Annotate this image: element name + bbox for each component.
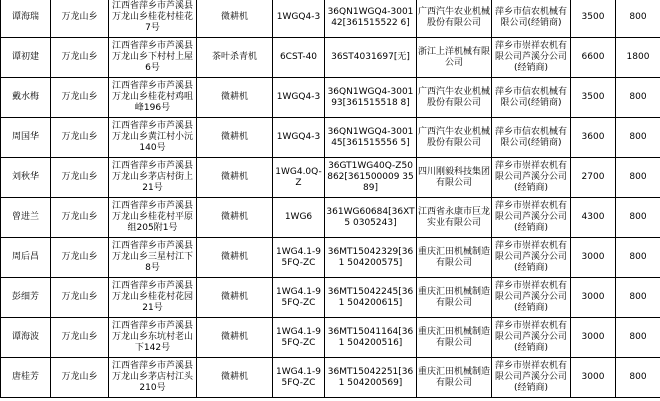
table-row	[1, 238, 660, 278]
buyer-name-cell: 戴水梅	[1, 78, 51, 118]
machine-type-cell: 微耕机	[197, 118, 273, 158]
machine-type-cell: 微耕机	[197, 78, 273, 118]
subsidy-cell: 800	[616, 278, 660, 318]
buyer-name-cell: 曾进兰	[1, 198, 51, 238]
serial-number-cell: 36MT15042251[361 504200569]	[325, 358, 417, 398]
manufacturer-cell: 广西汽牛农业机械股份有限公司	[417, 118, 492, 158]
dealer-cell: 萍乡市崇祥农机有限公司芦溪分公司(经销商)	[492, 38, 571, 78]
dealer-cell: 萍乡市信农机械有限公司(经销商)	[492, 118, 571, 158]
machine-type-cell: 微耕机	[197, 238, 273, 278]
dealer-cell: 萍乡市信农机械有限公司(经销商)	[492, 78, 571, 118]
town-cell: 万龙山乡	[51, 358, 109, 398]
buyer-name-cell: 彭细芳	[1, 278, 51, 318]
table-row	[1, 158, 660, 198]
price-cell: 4300	[571, 198, 616, 238]
table-row	[1, 198, 660, 238]
model-cell: 1WG4.1-95FQ-ZC	[273, 318, 325, 358]
dealer-cell: 萍乡市崇祥农机有限公司芦溪分公司(经销商)	[492, 278, 571, 318]
subsidy-cell: 1800	[616, 38, 660, 78]
town-cell: 万龙山乡	[51, 38, 109, 78]
manufacturer-cell: 江西省永康市巨龙实业有限公司	[417, 198, 492, 238]
manufacturer-cell: 四川刚毅科技集团有限公司	[417, 158, 492, 198]
manufacturer-cell: 浙江上洋机械有限公司	[417, 38, 492, 78]
table-row	[1, 358, 660, 398]
table-row	[1, 318, 660, 358]
buyer-name-cell: 周国华	[1, 118, 51, 158]
model-cell: 1WG4.1-95FQ-ZC	[273, 358, 325, 398]
manufacturer-cell: 重庆汇田机械制造有限公司	[417, 318, 492, 358]
town-cell: 万龙山乡	[51, 318, 109, 358]
model-cell: 1WGQ4-3	[273, 0, 325, 38]
subsidy-cell: 800	[616, 158, 660, 198]
dealer-cell: 萍乡市崇祥农机有限公司芦溪分公司(经销商)	[492, 318, 571, 358]
address-cell: 江西省萍乡市芦溪县万龙山乡下村村上屋6号	[109, 38, 197, 78]
town-cell: 万龙山乡	[51, 78, 109, 118]
serial-number-cell: 36MT15042245[361 504200615]	[325, 278, 417, 318]
model-cell: 1WGQ4-3	[273, 118, 325, 158]
table-row	[1, 278, 660, 318]
buyer-name-cell: 谭初建	[1, 38, 51, 78]
buyer-name-cell: 刘秋华	[1, 158, 51, 198]
address-cell: 江西省萍乡市芦溪县万龙山乡东坑村老山下142号	[109, 318, 197, 358]
table-row	[1, 78, 660, 118]
address-cell: 江西省萍乡市芦溪县万龙山乡茅店村江头210号	[109, 358, 197, 398]
price-cell: 3500	[571, 78, 616, 118]
serial-number-cell: 36ST4031697[无]	[325, 38, 417, 78]
serial-number-cell: 36GT1WG40Q-Z50862[361500009 3589]	[325, 158, 417, 198]
model-cell: 1WG4.1-95FQ-ZC	[273, 278, 325, 318]
table-row	[1, 118, 660, 158]
dealer-cell: 萍乡市崇祥农机有限公司芦溪分公司(经销商)	[492, 158, 571, 198]
model-cell: 1WGQ4-3	[273, 78, 325, 118]
address-cell: 江西省萍乡市芦溪县万龙山乡茅店村街上21号	[109, 158, 197, 198]
address-cell: 江西省萍乡市芦溪县万龙山乡桂花村桂花7号	[109, 0, 197, 38]
subsidy-cell: 800	[616, 118, 660, 158]
machine-type-cell: 茶叶杀青机	[197, 38, 273, 78]
manufacturer-cell: 重庆汇田机械制造有限公司	[417, 238, 492, 278]
town-cell: 万龙山乡	[51, 0, 109, 38]
town-cell: 万龙山乡	[51, 278, 109, 318]
model-cell: 1WG4.0Q-Z	[273, 158, 325, 198]
price-cell: 3000	[571, 278, 616, 318]
machine-type-cell: 微耕机	[197, 158, 273, 198]
manufacturer-cell: 重庆汇田机械制造有限公司	[417, 358, 492, 398]
model-cell: 1WG4.1-95FQ-ZC	[273, 238, 325, 278]
dealer-cell: 萍乡市崇祥农机有限公司芦溪分公司(经销商)	[492, 358, 571, 398]
town-cell: 万龙山乡	[51, 198, 109, 238]
serial-number-cell: 36QN1WGQ4-300193[361515518 8]	[325, 78, 417, 118]
buyer-name-cell: 谭海波	[1, 318, 51, 358]
price-cell: 3600	[571, 118, 616, 158]
buyer-name-cell: 周后昌	[1, 238, 51, 278]
price-cell: 3500	[571, 0, 616, 38]
machine-type-cell: 微耕机	[197, 198, 273, 238]
dealer-cell: 萍乡市崇祥农机有限公司芦溪分公司(经销商)	[492, 238, 571, 278]
address-cell: 江西省萍乡市芦溪县万龙山乡桂花村鸡咀峰196号	[109, 78, 197, 118]
subsidy-cell: 800	[616, 318, 660, 358]
machine-type-cell: 微耕机	[197, 358, 273, 398]
manufacturer-cell: 广西汽牛农业机械股份有限公司	[417, 78, 492, 118]
town-cell: 万龙山乡	[51, 158, 109, 198]
price-cell: 6600	[571, 38, 616, 78]
address-cell: 江西省萍乡市芦溪县万龙山乡黄江村小沅140号	[109, 118, 197, 158]
serial-number-cell: 36QN1WGQ4-300145[361515556 5]	[325, 118, 417, 158]
town-cell: 万龙山乡	[51, 118, 109, 158]
serial-number-cell: 36QN1WGQ4-300142[361515522 6]	[325, 0, 417, 38]
model-cell: 1WG6	[273, 198, 325, 238]
model-cell: 6CST-40	[273, 38, 325, 78]
buyer-name-cell: 唐桂芳	[1, 358, 51, 398]
price-cell: 2700	[571, 158, 616, 198]
address-cell: 江西省萍乡市芦溪县万龙山乡三星村江下8号	[109, 238, 197, 278]
machine-type-cell: 微耕机	[197, 318, 273, 358]
subsidy-cell: 800	[616, 238, 660, 278]
table-row	[1, 0, 660, 38]
town-cell: 万龙山乡	[51, 238, 109, 278]
serial-number-cell: 361WG60684[36XT5 0305243]	[325, 198, 417, 238]
address-cell: 江西省萍乡市芦溪县万龙山乡桂花村花园21号	[109, 278, 197, 318]
dealer-cell: 萍乡市信农机械有限公司(经销商)	[492, 0, 571, 38]
address-cell: 江西省萍乡市芦溪县万龙山乡桂花村平原组205附1号	[109, 198, 197, 238]
subsidy-cell: 800	[616, 78, 660, 118]
dealer-cell: 萍乡市崇祥农机有限公司芦溪分公司(经销商)	[492, 198, 571, 238]
subsidy-cell: 800	[616, 0, 660, 38]
subsidy-cell: 800	[616, 358, 660, 398]
subsidy-cell: 800	[616, 198, 660, 238]
price-cell: 3000	[571, 238, 616, 278]
buyer-name-cell: 谭海瑞	[1, 0, 51, 38]
machine-type-cell: 微耕机	[197, 0, 273, 38]
manufacturer-cell: 重庆汇田机械制造有限公司	[417, 278, 492, 318]
machine-type-cell: 微耕机	[197, 278, 273, 318]
serial-number-cell: 36MT15041164[361 504200516]	[325, 318, 417, 358]
table-row	[1, 38, 660, 78]
manufacturer-cell: 广西汽牛农业机械股份有限公司	[417, 0, 492, 38]
price-cell: 3000	[571, 318, 616, 358]
price-cell: 3000	[571, 358, 616, 398]
serial-number-cell: 36MT15042329[361 504200575]	[325, 238, 417, 278]
